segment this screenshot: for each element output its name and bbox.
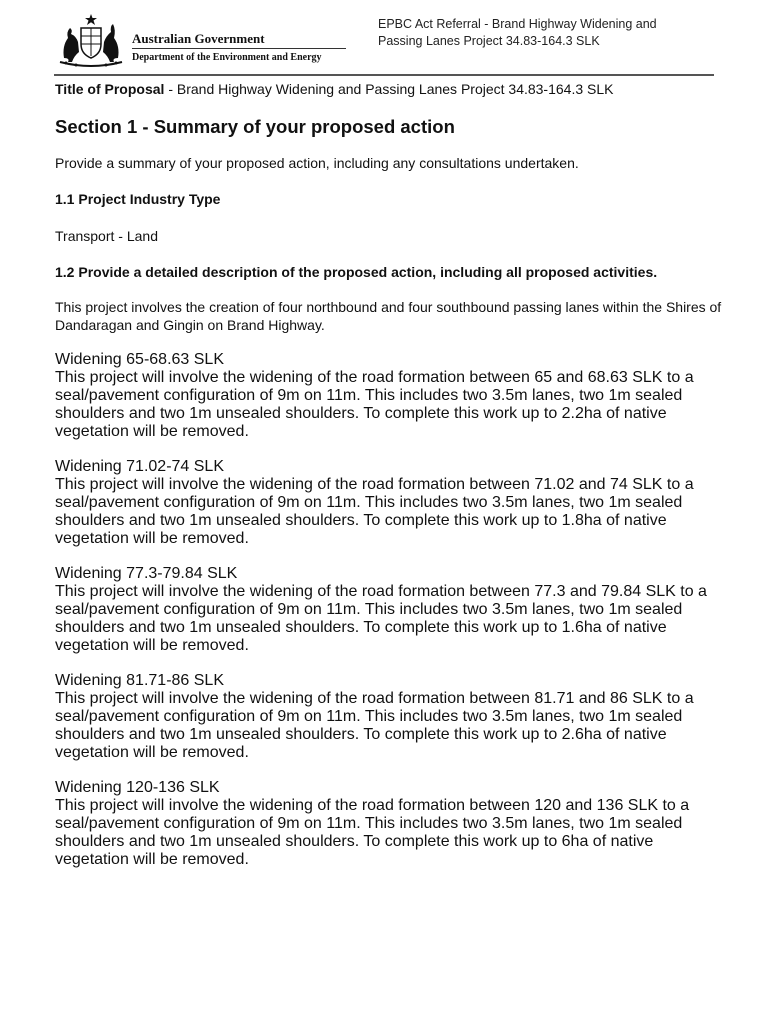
widening-text: This project will involve the widening of the road formation between 81.71 and 86 SLK to a seal/pavement configuration of 9m on 11m. This includes two 3.5m lanes, two 1m sealed shoulders and two 1m unsealed shoulders. To complete this work up to 2.6ha of native vegetation will be removed. [55,690,694,762]
action-description: This project involves the creation of four northbound and four southbound passing lanes within the Shires of Dandaragan and Gingin on Brand Highway. [55,299,722,334]
widening-title: Widening 120-136 SLK [55,779,220,797]
question-1-1-heading: 1.1 Project Industry Type [55,191,221,208]
widening-item [55,565,725,655]
proposal-title-label: Title of Proposal [55,81,165,97]
coat-of-arms-icon [56,12,126,68]
section-intro: Provide a summary of your proposed action, including any consultations undertaken. [55,155,579,172]
widening-title: Widening 71.02-74 SLK [55,458,224,476]
department-name: Department of the Environment and Energy [132,52,322,63]
reference-line: EPBC Act Referral - Brand Highway Widening and [378,17,657,31]
industry-type-value: Transport - Land [55,227,158,244]
document-header [0,0,770,76]
widening-item [55,351,725,441]
header-divider [54,74,714,76]
document-reference [378,16,698,50]
proposal-title [55,80,725,98]
reference-line: Passing Lanes Project 34.83-164.3 SLK [378,34,600,48]
question-1-2-heading: 1.2 Provide a detailed description of the proposed action, including all proposed activities. [55,263,658,280]
logo-divider [132,48,346,49]
widening-text: This project will involve the widening of the road formation between 120 and 136 SLK to a seal/pavement configuration of 9m on 11m. This includes two 3.5m lanes, two 1m sealed shoulders and two 1m unsealed shoulders. To complete this work up to 6ha of native vegetation will be removed. [55,797,690,869]
proposal-title-value: - Brand Highway Widening and Passing Lanes Project 34.83-164.3 SLK [164,81,614,97]
widening-title: Widening 65-68.63 SLK [55,351,224,369]
widening-item [55,672,725,762]
section-heading: Section 1 - Summary of your proposed action [55,116,455,138]
document-body [55,80,725,869]
government-name: Australian Government [132,31,265,46]
widening-title: Widening 77.3-79.84 SLK [55,565,238,583]
widening-text: This project will involve the widening of the road formation between 71.02 and 74 SLK to a seal/pavement configuration of 9m on 11m. This includes two 3.5m lanes, two 1m sealed shoulders and two 1m unsealed shoulders. To complete this work up to 1.8ha of native vegetation will be removed. [55,476,694,548]
widening-text: This project will involve the widening of the road formation between 65 and 68.63 SLK to a seal/pavement configuration of 9m on 11m. This includes two 3.5m lanes, two 1m sealed shoulders and two 1m unsealed shoulders. To complete this work up to 2.2ha of native vegetation will be removed. [55,369,694,441]
widening-item [55,458,725,548]
widening-text: This project will involve the widening of the road formation between 77.3 and 79.84 SLK to a seal/pavement configuration of 9m on 11m. This includes two 3.5m lanes, two 1m sealed shoulders and two 1m unsealed shoulders. To complete this work up to 1.6ha of native vegetation will be removed. [55,583,707,655]
widening-title: Widening 81.71-86 SLK [55,672,224,690]
widening-item [55,779,725,869]
